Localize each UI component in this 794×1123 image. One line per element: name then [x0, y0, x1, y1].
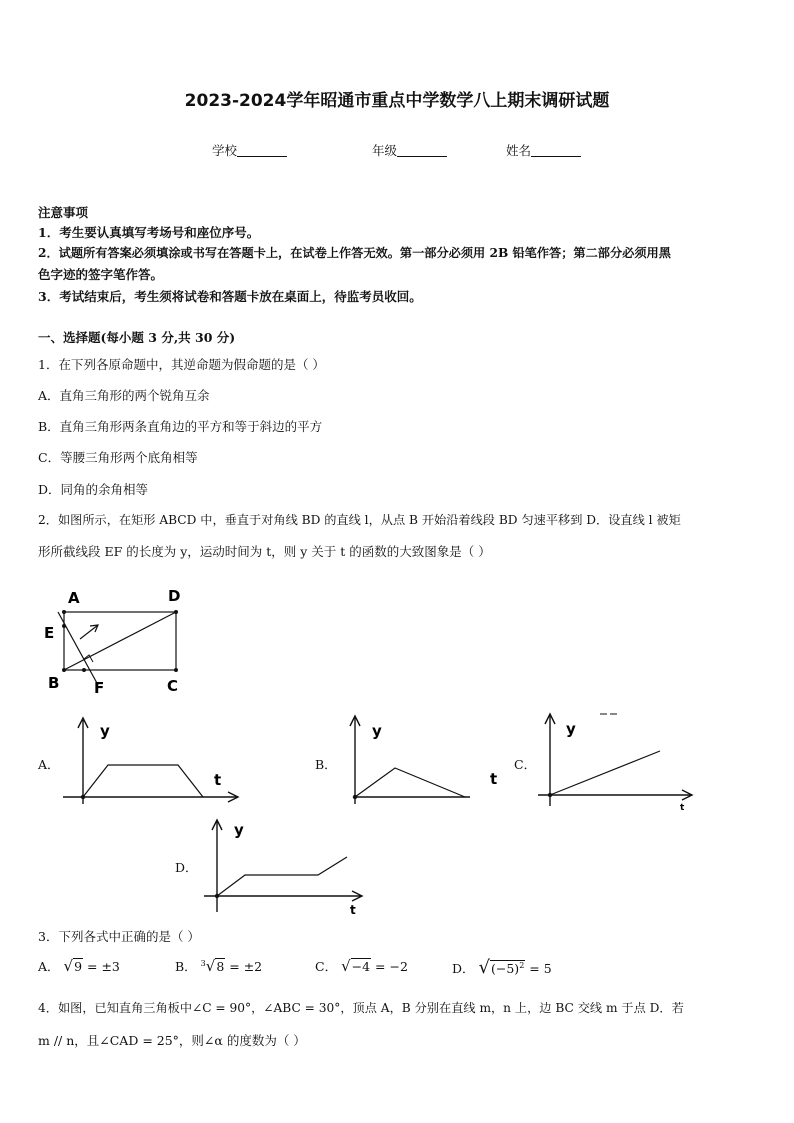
school-field[interactable]	[212, 141, 287, 159]
q2-graph-d[interactable]	[200, 816, 370, 916]
grade-field[interactable]	[372, 141, 447, 159]
q4-stem-line1: 4．如图，已知直角三角板中∠C = 90°，∠ABC = 30°，顶点 A，B 分别在直线 m，n 上，边 BC 交线 m 于点 D．若	[38, 1001, 684, 1015]
q3-b-label: B．	[175, 959, 197, 974]
q2-stem-line2: 形所截线段 EF 的长度为 y，运动时间为 t，则 y 关于 t 的函数的大致图象是（ ）	[38, 544, 491, 559]
q2-graph-a[interactable]	[58, 712, 258, 812]
label-b: B	[48, 674, 60, 692]
q1-option-a[interactable]: A．直角三角形的两个锐角互余	[38, 388, 210, 403]
q3-c-radicand: −4	[351, 959, 371, 974]
graph-b-y: y	[372, 722, 382, 740]
q2-rectangle-figure	[38, 582, 198, 697]
q3-d-label: D．	[452, 961, 475, 976]
label-f: F	[94, 679, 105, 697]
notes-heading: 注意事项	[38, 205, 89, 220]
note-2a: 2．试题所有答案必须填涂或书写在答题卡上，在试卷上作答无效。第一部分必须用 2B 铅笔作答；第二部分必须用黑	[38, 246, 671, 260]
label-d: D	[168, 587, 181, 605]
q3-a-label: A．	[38, 959, 60, 974]
note-2b: 色字迹的签字笔作答。	[38, 267, 164, 282]
note-1: 1．考生要认真填写考场号和座位序号。	[38, 225, 260, 240]
name-blank[interactable]	[531, 144, 581, 157]
q1-stem: 1．在下列各原命题中，其逆命题为假命题的是（ ）	[38, 357, 325, 372]
label-c: C	[167, 677, 179, 695]
q3-a-radicand: 9	[74, 959, 83, 974]
q3-c-rhs: = −2	[375, 959, 408, 974]
q3-d-rhs: = 5	[529, 961, 552, 976]
grade-blank[interactable]	[397, 144, 447, 157]
q2-option-b-label[interactable]: B．	[315, 757, 337, 772]
school-blank[interactable]	[237, 144, 287, 157]
q2-option-d-label[interactable]: D．	[175, 860, 198, 875]
q3-option-a[interactable]: A． √9 = ±3	[38, 957, 120, 975]
graph-c-t: t	[680, 803, 685, 813]
q3-b-index: 3	[200, 958, 206, 968]
school-label: 学校	[212, 143, 238, 158]
diagonal-bd	[64, 612, 176, 670]
q3-d-exponent: 2	[519, 960, 525, 970]
graph-b-t: t	[490, 770, 498, 788]
q3-c-label: C．	[315, 959, 338, 974]
q3-stem: 3．下列各式中正确的是（ ）	[38, 929, 200, 944]
q1-option-c[interactable]: C．等腰三角形两个底角相等	[38, 450, 198, 465]
graph-a-t: t	[214, 771, 222, 789]
q3-option-b[interactable]: B． $^3$√8 = ±2	[175, 957, 263, 975]
q3-b-radicand: 8	[216, 959, 225, 974]
name-field[interactable]	[506, 141, 581, 159]
q2-graph-b[interactable]	[330, 712, 510, 812]
q3-b-rhs: = ±2	[229, 959, 263, 974]
label-e: E	[44, 624, 55, 642]
label-a: A	[68, 589, 80, 607]
q1-option-b[interactable]: B．直角三角形两条直角边的平方和等于斜边的平方	[38, 419, 323, 434]
name-label: 姓名	[506, 143, 532, 158]
q2-option-a-label[interactable]: A．	[38, 757, 60, 772]
q1-option-d[interactable]: D．同角的余角相等	[38, 482, 149, 497]
note-3: 3．考试结束后，考生须将试卷和答题卡放在桌面上，待监考员收回。	[38, 289, 422, 304]
q3-a-rhs: = ±3	[87, 959, 120, 974]
q2-option-c-label[interactable]: C．	[514, 757, 537, 772]
page-title: 2023-2024学年昭通市重点中学数学八上期末调研试题	[184, 91, 610, 111]
q2-stem-line1: 2．如图所示，在矩形 ABCD 中，垂直于对角线 BD 的直线 l，从点 B 开始沿着线段 BD 匀速平移到 D．设直线 l 被矩	[38, 513, 681, 527]
q3-d-radicand: (−5)	[491, 961, 520, 976]
graph-a-y: y	[100, 722, 110, 740]
q4-stem-line2: m // n，且∠CAD = 25°，则∠α 的度数为（ ）	[38, 1033, 306, 1048]
section-1-heading: 一、选择题(每小题 3 分,共 30 分)	[38, 330, 236, 345]
graph-c-y: y	[566, 720, 576, 738]
q3-option-c[interactable]: C． √−4 = −2	[315, 957, 408, 975]
grade-label: 年级	[372, 143, 398, 158]
q2-graph-c[interactable]	[530, 706, 700, 814]
q3-option-d[interactable]: D． $√(-5)^2 = 5$	[452, 957, 552, 978]
graph-d-y: y	[234, 821, 244, 839]
graph-d-t: t	[350, 903, 356, 916]
